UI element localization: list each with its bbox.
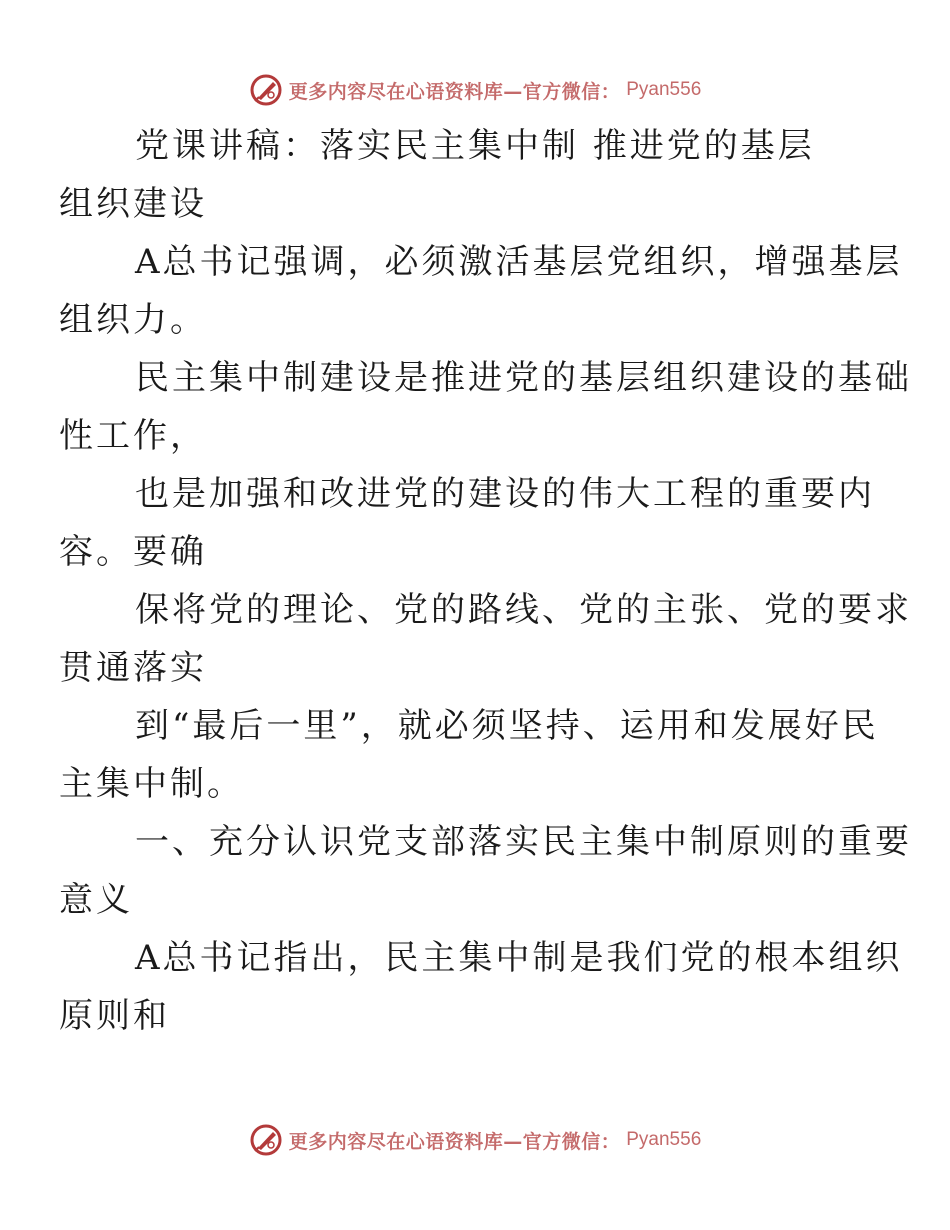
paragraph-line: 原则和	[59, 996, 170, 1036]
heading-line: 一、充分认识党支部落实民主集中制原则的重要	[135, 822, 912, 862]
paragraph	[59, 465, 875, 581]
paragraph-line: A总书记指出，民主集中制是我们党的根本组织	[135, 938, 903, 978]
paragraph	[59, 349, 912, 465]
paragraph	[59, 233, 903, 349]
paragraph	[59, 929, 903, 1045]
paragraph	[59, 697, 879, 813]
watermark-group	[249, 1123, 702, 1157]
title-line-1: 党课讲稿：落实民主集中制 推进党的基层	[135, 126, 815, 166]
header-watermark	[0, 70, 950, 110]
paragraph-line: 组织力。	[59, 300, 207, 340]
footer-watermark	[0, 1120, 950, 1160]
watermark-text: 更多内容尽在心语资料库—官方微信：	[288, 80, 621, 103]
paragraph-line: 保将党的理论、党的路线、党的主张、党的要求	[135, 590, 912, 630]
paragraph-line: 民主集中制建设是推进党的基层组织建设的基础	[135, 358, 912, 398]
title-line-2: 组织建设	[59, 184, 207, 224]
paragraph-line: 容。要确	[59, 532, 207, 572]
paragraph-line: A总书记强调，必须激活基层党组织，增强基层	[135, 242, 903, 282]
red-quill-logo-icon	[249, 73, 283, 107]
document-body	[59, 117, 912, 1045]
heading-line: 意义	[59, 880, 133, 920]
watermark-id: Pyan556	[626, 1129, 702, 1150]
section-heading	[59, 813, 912, 929]
paragraph	[59, 581, 912, 697]
paragraph-line: 也是加强和改进党的建设的伟大工程的重要内	[135, 474, 875, 514]
watermark-group	[249, 73, 702, 107]
red-quill-logo-icon	[249, 1123, 283, 1157]
paragraph-line: 到“最后一里”，就必须坚持、运用和发展好民	[135, 706, 879, 746]
document-title	[59, 117, 857, 233]
paragraph-line: 性工作，	[59, 416, 207, 456]
paragraph-line: 贯通落实	[59, 648, 207, 688]
watermark-text: 更多内容尽在心语资料库—官方微信：	[288, 1130, 621, 1153]
paragraph-line: 主集中制。	[59, 764, 244, 804]
watermark-id: Pyan556	[626, 79, 702, 100]
